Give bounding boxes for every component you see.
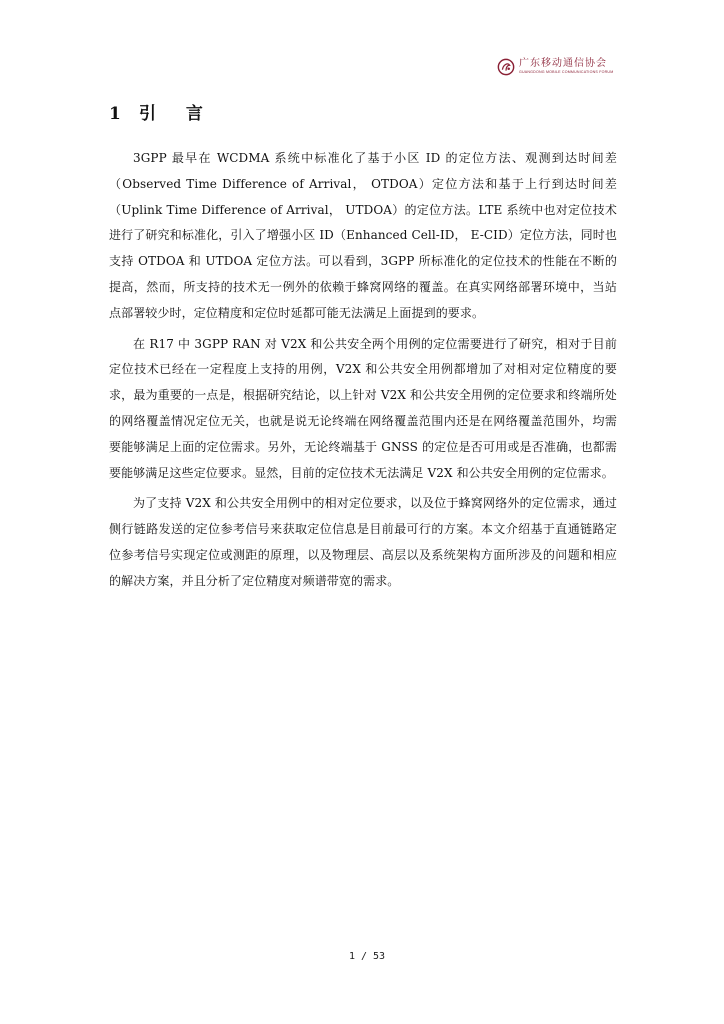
section-title: 引 言 <box>139 104 215 124</box>
logo-text <box>519 59 613 75</box>
association-logo-icon <box>497 58 515 76</box>
paragraph-2: 在 R17 中 3GPP RAN 对 V2X 和公共安全两个用例的定位需要进行了研究，相对于目前定位技术已经在一定程度上支持的用例，V2X 和公共安全用例都增加了对相对定位精度的要求，最为重要的一点是，根据研究结论，以上针对 V2X 和公共安全用例的定位要求和终端所处的网络覆盖情况定位无关，也就是说无论终端在网络覆盖范围内还是在网络覆盖范围外，均需要能够满足上面的定位需求。另外，无论终端基于 GNSS 的定位是否可用或是否准确，也都需要能够满足这些定位要求。显然，目前的定位技术无法满足 V2X 和公共安全用例的定位需求。 <box>109 336 617 480</box>
body-content <box>109 146 617 600</box>
section-heading <box>109 99 215 124</box>
page-number: 1 / 53 <box>348 951 386 962</box>
section-number: 1 <box>109 104 121 124</box>
paragraph-3: 为了支持 V2X 和公共安全用例中的相对定位要求，以及位于蜂窝网络外的定位需求，通过侧行链路发送的定位参考信号来获取定位信息是目前最可行的方案。本文介绍基于直通链路定位参考信号实现定位或测距的原理，以及物理层、高层以及系统架构方面所涉及的问题和相应的解决方案，并且分析了定位精度对频谱带宽的需求。 <box>109 496 617 588</box>
logo-name-en: GUANGDONG MOBILE COMMUNICATIONS FORUM <box>519 70 614 75</box>
logo-name-cn: 广东移动通信协会 <box>519 58 607 70</box>
paragraph-1: 3GPP 最早在 WCDMA 系统中标准化了基于小区 ID 的定位方法、观测到达时间差（Observed Time Difference of Arrival， OTDOA）定位方法和基于上行到达时间差（Uplink Time Difference of Arrival， UTDOA）的定位方法。LTE 系统中也对定位技术进行了研究和标准化，引入了增强小区 ID（Enhanced Cell-ID， E-CID）定位方法，同时也支持 OTDOA 和 UTDOA 定位方法。可以看到，3GPP 所标准化的定位技术的性能在不断的提高，然而，所支持的技术无一例外的依赖于蜂窝网络的覆盖。在真实网络部署环境中，当站点部署较少时，定位精度和定位时延都可能无法满足上面提到的要求。 <box>109 151 617 320</box>
header-logo <box>497 58 613 76</box>
